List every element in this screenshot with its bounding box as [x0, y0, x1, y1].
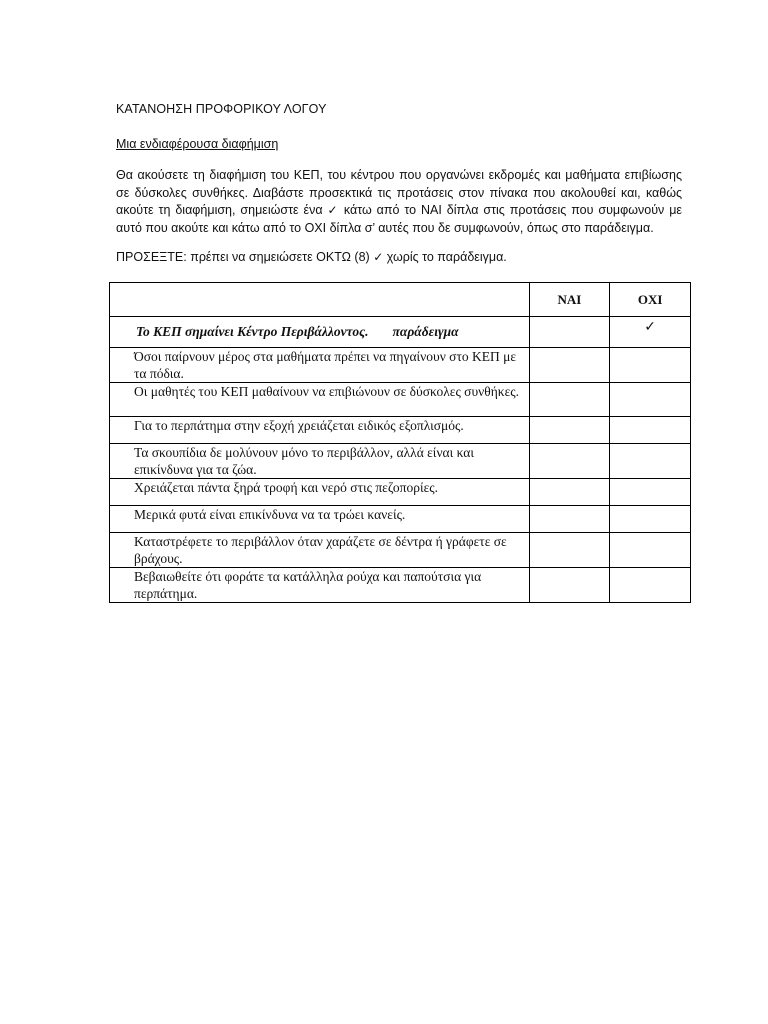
statement-cell — [110, 417, 530, 444]
yes-answer-cell[interactable] — [529, 417, 610, 444]
no-answer-cell[interactable] — [610, 506, 691, 533]
statement-cell — [110, 444, 530, 479]
yes-answer-cell[interactable] — [529, 348, 610, 383]
page-title: ΚΑΤΑΝΟΗΣΗ ΠΡΟΦΟΡΙΚΟΥ ΛΟΓΟΥ — [116, 102, 327, 116]
statement-text: Χρειάζεται πάντα ξηρά τροφή και νερό στις πεζοπορίες. — [134, 480, 438, 495]
no-answer-cell[interactable] — [610, 568, 691, 603]
statement-text: Βεβαιωθείτε ότι φοράτε τα κατάλληλα ρούχα και παπούτσια για περπάτημα. — [134, 569, 482, 601]
statement-text: Οι μαθητές του ΚΕΠ μαθαίνουν να επιβιώνουν σε δύσκολες συνθήκες. — [134, 384, 519, 399]
table-row — [110, 417, 691, 444]
statement-cell — [110, 506, 530, 533]
example-no-cell[interactable] — [610, 317, 691, 348]
instructions-text-part2: κάτω από το ΝΑΙ δίπλα στις προτάσεις που συμφωνούν με αυτό που ακούτε και κάτω από το ΟΧΙ δίπλα σ’ αυτές που δε συμφωνούν, όπως στο παράδειγμα. — [116, 203, 682, 235]
no-answer-cell[interactable] — [610, 479, 691, 506]
statement-cell — [110, 348, 530, 383]
table-header-row — [110, 283, 691, 317]
yes-answer-cell[interactable] — [529, 506, 610, 533]
no-answer-cell[interactable] — [610, 348, 691, 383]
table-row — [110, 479, 691, 506]
instructions-paragraph — [116, 167, 682, 237]
check-icon: ✓ — [373, 250, 384, 264]
yes-answer-cell[interactable] — [529, 533, 610, 568]
attention-note — [116, 250, 507, 264]
no-answer-cell[interactable] — [610, 444, 691, 479]
statement-text: Καταστρέφετε το περιβάλλον όταν χαράζετε σε δέντρα ή γράφετε σε βράχους. — [134, 534, 507, 566]
table-row — [110, 348, 691, 383]
check-icon: ✓ — [327, 203, 339, 217]
statement-cell — [110, 533, 530, 568]
table-row — [110, 383, 691, 417]
note-text-part1: ΠΡΟΣΕΞΤΕ: πρέπει να σημειώσετε ΟΚΤΩ (8) — [116, 250, 370, 264]
statement-text: Όσοι παίρνουν μέρος στα μαθήματα πρέπει να πηγαίνουν στο ΚΕΠ με τα πόδια. — [134, 349, 517, 381]
yes-answer-cell[interactable] — [529, 568, 610, 603]
header-statement-cell — [110, 283, 530, 317]
statement-cell — [110, 568, 530, 603]
check-icon: ✓ — [644, 319, 656, 335]
table-row — [110, 444, 691, 479]
example-tag: παράδειγμα — [392, 324, 459, 339]
table-row — [110, 533, 691, 568]
no-answer-cell[interactable] — [610, 417, 691, 444]
example-row — [110, 317, 691, 348]
table-row — [110, 506, 691, 533]
statement-text: Τα σκουπίδια δε μολύνουν μόνο το περιβάλλον, αλλά είναι και επικίνδυνα για τα ζώα. — [134, 445, 475, 477]
note-text-part2: χωρίς το παράδειγμα. — [386, 250, 507, 264]
statement-text: Για το περπάτημα στην εξοχή χρειάζεται ειδικός εξοπλισμός. — [134, 418, 464, 433]
instructions-text-part1: Θα ακούσετε τη διαφήμιση του ΚΕΠ, του κέντρου που οργανώνει εκδρομές και μαθήματα επιβίωσης σε δύσκολες συνθήκες. Διαβάστε προσεκτικά τις προτάσεις στον πίνακα που ακολουθεί και, καθώς ακούτε τη διαφήμιση, σημειώστε ένα — [116, 168, 682, 217]
table-row — [110, 568, 691, 603]
example-yes-cell[interactable] — [529, 317, 610, 348]
header-yes: ΝΑΙ — [529, 283, 610, 317]
statement-cell — [110, 479, 530, 506]
yes-answer-cell[interactable] — [529, 479, 610, 506]
example-statement: Το ΚΕΠ σημαίνει Κέντρο Περιβάλλοντος. — [136, 324, 369, 339]
no-answer-cell[interactable] — [610, 533, 691, 568]
yes-answer-cell[interactable] — [529, 383, 610, 417]
yes-answer-cell[interactable] — [529, 444, 610, 479]
example-statement-cell — [110, 317, 530, 348]
header-no: ΟΧΙ — [610, 283, 691, 317]
statement-text: Μερικά φυτά είναι επικίνδυνα να τα τρώει κανείς. — [134, 507, 406, 522]
statement-cell — [110, 383, 530, 417]
no-answer-cell[interactable] — [610, 383, 691, 417]
answer-table — [109, 282, 691, 603]
section-subtitle: Μια ενδιαφέρουσα διαφήμιση — [116, 137, 279, 151]
